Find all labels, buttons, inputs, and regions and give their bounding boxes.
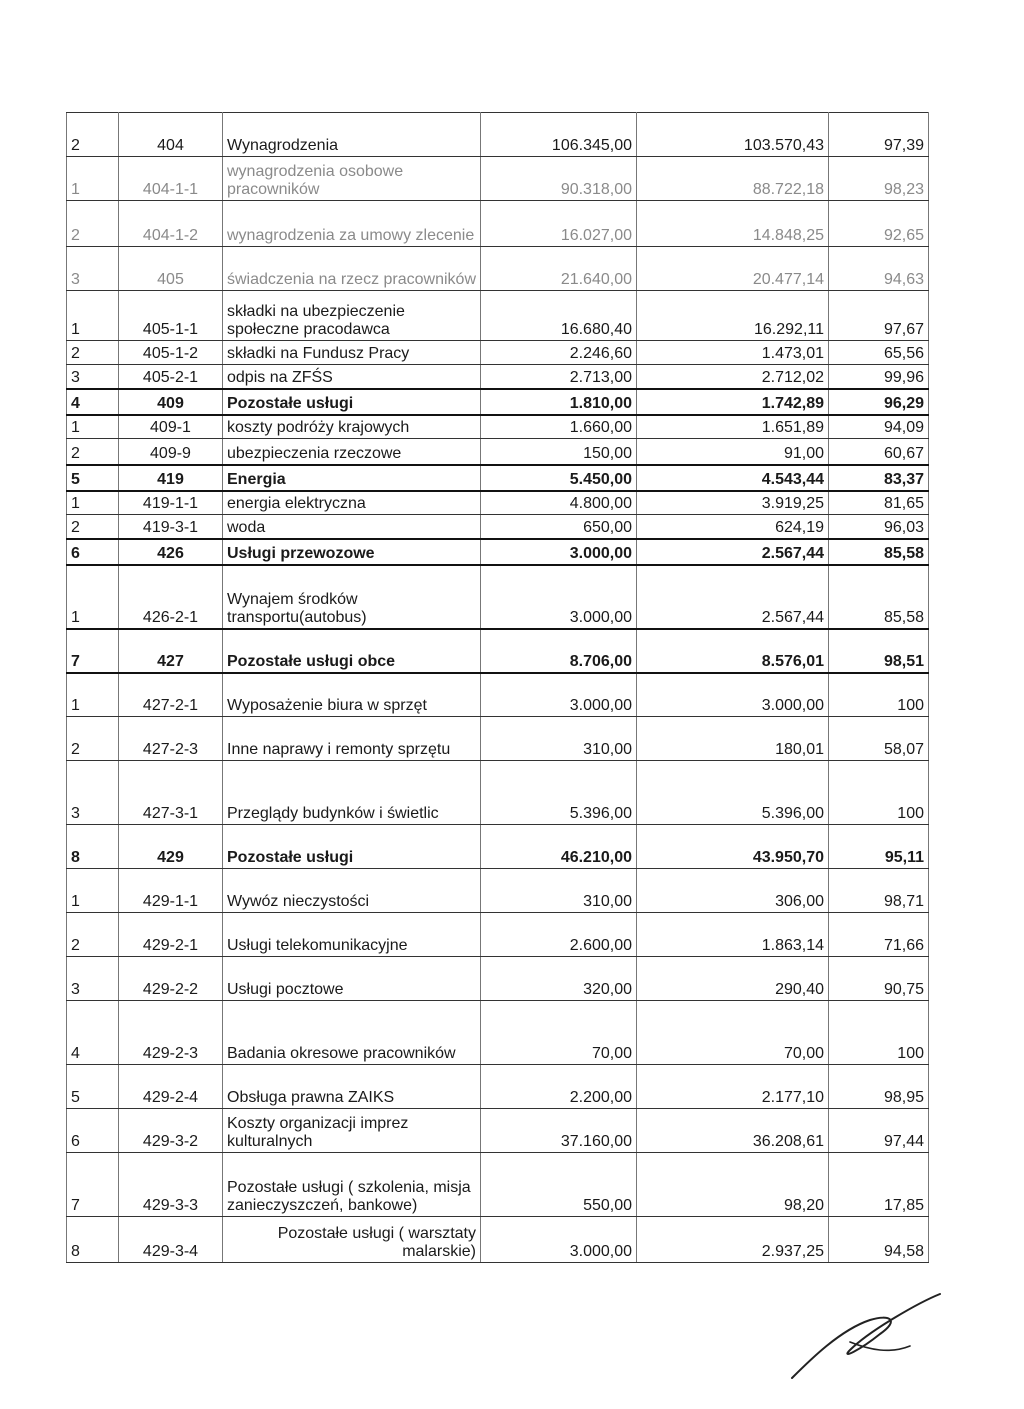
row-number-cell: 2 (67, 717, 119, 761)
table-row (67, 539, 929, 565)
table-row (67, 157, 929, 201)
execution-amount-cell: 5.396,00 (637, 761, 829, 825)
row-number-cell: 4 (67, 1001, 119, 1065)
execution-amount-cell: 2.937,25 (637, 1217, 829, 1263)
row-number-cell: 2 (67, 113, 119, 157)
execution-amount-cell: 103.570,43 (637, 113, 829, 157)
percent-cell: 98,71 (829, 869, 929, 913)
classification-code-cell: 409-1 (119, 415, 223, 439)
execution-amount-cell: 2.712,02 (637, 365, 829, 389)
classification-code-cell: 419-1-1 (119, 491, 223, 515)
row-number-cell: 1 (67, 291, 119, 341)
execution-amount-cell: 98,20 (637, 1153, 829, 1217)
percent-cell: 92,65 (829, 201, 929, 247)
execution-amount-cell: 1.473,01 (637, 341, 829, 365)
description-cell: Wywóz nieczystości (223, 869, 481, 913)
percent-cell: 96,29 (829, 389, 929, 415)
classification-code-cell: 426 (119, 539, 223, 565)
description-cell: odpis na ZFŚS (223, 365, 481, 389)
description-cell: Usługi przewozowe (223, 539, 481, 565)
row-number-cell: 3 (67, 957, 119, 1001)
execution-amount-cell: 4.543,44 (637, 465, 829, 491)
plan-amount-cell: 650,00 (481, 515, 637, 539)
description-cell: ubezpieczenia rzeczowe (223, 439, 481, 465)
table-row (67, 957, 929, 1001)
table-row (67, 1153, 929, 1217)
classification-code-cell: 429-2-3 (119, 1001, 223, 1065)
description-cell: Obsługa prawna ZAIKS (223, 1065, 481, 1109)
table-row (67, 491, 929, 515)
execution-amount-cell: 306,00 (637, 869, 829, 913)
percent-cell: 94,58 (829, 1217, 929, 1263)
description-cell: wynagrodzenia osobowe pracowników (223, 157, 481, 201)
percent-cell: 99,96 (829, 365, 929, 389)
plan-amount-cell: 46.210,00 (481, 825, 637, 869)
description-cell: Koszty organizacji imprez kulturalnych (223, 1109, 481, 1153)
execution-amount-cell: 70,00 (637, 1001, 829, 1065)
execution-amount-cell: 20.477,14 (637, 247, 829, 291)
classification-code-cell: 409 (119, 389, 223, 415)
row-number-cell: 6 (67, 1109, 119, 1153)
description-cell: Pozostałe usługi obce (223, 629, 481, 673)
percent-cell: 94,09 (829, 415, 929, 439)
row-number-cell: 6 (67, 539, 119, 565)
table-row (67, 113, 929, 157)
plan-amount-cell: 3.000,00 (481, 673, 637, 717)
percent-cell: 81,65 (829, 491, 929, 515)
classification-code-cell: 429-3-2 (119, 1109, 223, 1153)
percent-cell: 97,67 (829, 291, 929, 341)
table-row (67, 717, 929, 761)
percent-cell: 85,58 (829, 565, 929, 629)
execution-amount-cell: 2.567,44 (637, 539, 829, 565)
classification-code-cell: 429-2-1 (119, 913, 223, 957)
handwritten-signature (780, 1290, 950, 1390)
percent-cell: 96,03 (829, 515, 929, 539)
percent-cell: 85,58 (829, 539, 929, 565)
description-cell: Wynagrodzenia (223, 113, 481, 157)
classification-code-cell: 429-2-2 (119, 957, 223, 1001)
row-number-cell: 8 (67, 1217, 119, 1263)
classification-code-cell: 419-3-1 (119, 515, 223, 539)
percent-cell: 90,75 (829, 957, 929, 1001)
execution-amount-cell: 8.576,01 (637, 629, 829, 673)
percent-cell: 94,63 (829, 247, 929, 291)
percent-cell: 95,11 (829, 825, 929, 869)
execution-amount-cell: 624,19 (637, 515, 829, 539)
table-row (67, 247, 929, 291)
plan-amount-cell: 2.246,60 (481, 341, 637, 365)
row-number-cell: 1 (67, 415, 119, 439)
description-cell: składki na ubezpieczenie społeczne pracodawca (223, 291, 481, 341)
budget-execution-table (66, 112, 929, 1263)
classification-code-cell: 404-1-2 (119, 201, 223, 247)
description-cell: Wynajem środków transportu(autobus) (223, 565, 481, 629)
table-row (67, 341, 929, 365)
execution-amount-cell: 2.177,10 (637, 1065, 829, 1109)
percent-cell: 83,37 (829, 465, 929, 491)
percent-cell: 97,39 (829, 113, 929, 157)
plan-amount-cell: 310,00 (481, 717, 637, 761)
plan-amount-cell: 21.640,00 (481, 247, 637, 291)
percent-cell: 100 (829, 673, 929, 717)
execution-amount-cell: 180,01 (637, 717, 829, 761)
classification-code-cell: 426-2-1 (119, 565, 223, 629)
plan-amount-cell: 150,00 (481, 439, 637, 465)
table-row (67, 439, 929, 465)
description-cell: Wyposażenie biura w sprzęt (223, 673, 481, 717)
plan-amount-cell: 3.000,00 (481, 539, 637, 565)
row-number-cell: 4 (67, 389, 119, 415)
row-number-cell: 1 (67, 157, 119, 201)
plan-amount-cell: 3.000,00 (481, 1217, 637, 1263)
execution-amount-cell: 1.651,89 (637, 415, 829, 439)
classification-code-cell: 427-2-1 (119, 673, 223, 717)
row-number-cell: 8 (67, 825, 119, 869)
table-row (67, 389, 929, 415)
row-number-cell: 2 (67, 913, 119, 957)
description-cell: Inne naprawy i remonty sprzętu (223, 717, 481, 761)
percent-cell: 97,44 (829, 1109, 929, 1153)
table-row (67, 515, 929, 539)
row-number-cell: 5 (67, 1065, 119, 1109)
table-row (67, 913, 929, 957)
description-cell: Energia (223, 465, 481, 491)
classification-code-cell: 429-3-3 (119, 1153, 223, 1217)
row-number-cell: 2 (67, 341, 119, 365)
execution-amount-cell: 14.848,25 (637, 201, 829, 247)
description-cell: składki na Fundusz Pracy (223, 341, 481, 365)
classification-code-cell: 405-1-1 (119, 291, 223, 341)
plan-amount-cell: 5.396,00 (481, 761, 637, 825)
plan-amount-cell: 2.600,00 (481, 913, 637, 957)
execution-amount-cell: 36.208,61 (637, 1109, 829, 1153)
plan-amount-cell: 5.450,00 (481, 465, 637, 491)
execution-amount-cell: 1.863,14 (637, 913, 829, 957)
percent-cell: 65,56 (829, 341, 929, 365)
percent-cell: 58,07 (829, 717, 929, 761)
description-cell: koszty podróży krajowych (223, 415, 481, 439)
description-cell: Badania okresowe pracowników (223, 1001, 481, 1065)
description-cell: Pozostałe usługi ( szkolenia, misja zanieczyszczeń, bankowe) (223, 1153, 481, 1217)
description-cell: wynagrodzenia za umowy zlecenie (223, 201, 481, 247)
classification-code-cell: 405-1-2 (119, 341, 223, 365)
plan-amount-cell: 37.160,00 (481, 1109, 637, 1153)
execution-amount-cell: 91,00 (637, 439, 829, 465)
table-row (67, 1217, 929, 1263)
plan-amount-cell: 106.345,00 (481, 113, 637, 157)
percent-cell: 98,23 (829, 157, 929, 201)
table-row (67, 1001, 929, 1065)
execution-amount-cell: 290,40 (637, 957, 829, 1001)
row-number-cell: 2 (67, 439, 119, 465)
plan-amount-cell: 90.318,00 (481, 157, 637, 201)
table-row (67, 291, 929, 341)
table-row (67, 869, 929, 913)
table-row (67, 415, 929, 439)
description-cell: Pozostałe usługi (223, 825, 481, 869)
classification-code-cell: 404 (119, 113, 223, 157)
percent-cell: 17,85 (829, 1153, 929, 1217)
classification-code-cell: 427-3-1 (119, 761, 223, 825)
classification-code-cell: 419 (119, 465, 223, 491)
execution-amount-cell: 16.292,11 (637, 291, 829, 341)
plan-amount-cell: 8.706,00 (481, 629, 637, 673)
row-number-cell: 5 (67, 465, 119, 491)
row-number-cell: 3 (67, 365, 119, 389)
execution-amount-cell: 88.722,18 (637, 157, 829, 201)
plan-amount-cell: 320,00 (481, 957, 637, 1001)
table-row (67, 629, 929, 673)
plan-amount-cell: 2.200,00 (481, 1065, 637, 1109)
classification-code-cell: 429-1-1 (119, 869, 223, 913)
description-cell: Pozostałe usługi ( warsztaty malarskie) (223, 1217, 481, 1263)
classification-code-cell: 427 (119, 629, 223, 673)
percent-cell: 100 (829, 1001, 929, 1065)
table-row (67, 201, 929, 247)
plan-amount-cell: 1.660,00 (481, 415, 637, 439)
classification-code-cell: 429 (119, 825, 223, 869)
plan-amount-cell: 16.027,00 (481, 201, 637, 247)
row-number-cell: 7 (67, 629, 119, 673)
table-row (67, 465, 929, 491)
plan-amount-cell: 1.810,00 (481, 389, 637, 415)
classification-code-cell: 405-2-1 (119, 365, 223, 389)
plan-amount-cell: 4.800,00 (481, 491, 637, 515)
row-number-cell: 7 (67, 1153, 119, 1217)
row-number-cell: 2 (67, 515, 119, 539)
table-row (67, 565, 929, 629)
classification-code-cell: 427-2-3 (119, 717, 223, 761)
classification-code-cell: 429-2-4 (119, 1065, 223, 1109)
classification-code-cell: 409-9 (119, 439, 223, 465)
plan-amount-cell: 16.680,40 (481, 291, 637, 341)
row-number-cell: 2 (67, 201, 119, 247)
description-cell: Pozostałe usługi (223, 389, 481, 415)
plan-amount-cell: 2.713,00 (481, 365, 637, 389)
plan-amount-cell: 550,00 (481, 1153, 637, 1217)
percent-cell: 60,67 (829, 439, 929, 465)
classification-code-cell: 405 (119, 247, 223, 291)
row-number-cell: 3 (67, 247, 119, 291)
table-row (67, 825, 929, 869)
description-cell: świadczenia na rzecz pracowników (223, 247, 481, 291)
row-number-cell: 1 (67, 869, 119, 913)
percent-cell: 100 (829, 761, 929, 825)
description-cell: Przeglądy budynków i świetlic (223, 761, 481, 825)
row-number-cell: 1 (67, 673, 119, 717)
description-cell: Usługi pocztowe (223, 957, 481, 1001)
description-cell: woda (223, 515, 481, 539)
plan-amount-cell: 70,00 (481, 1001, 637, 1065)
plan-amount-cell: 3.000,00 (481, 565, 637, 629)
execution-amount-cell: 3.000,00 (637, 673, 829, 717)
percent-cell: 98,95 (829, 1065, 929, 1109)
classification-code-cell: 404-1-1 (119, 157, 223, 201)
execution-amount-cell: 1.742,89 (637, 389, 829, 415)
classification-code-cell: 429-3-4 (119, 1217, 223, 1263)
description-cell: Usługi telekomunikacyjne (223, 913, 481, 957)
execution-amount-cell: 2.567,44 (637, 565, 829, 629)
table-row (67, 1065, 929, 1109)
percent-cell: 98,51 (829, 629, 929, 673)
execution-amount-cell: 3.919,25 (637, 491, 829, 515)
table-row (67, 1109, 929, 1153)
table-row (67, 761, 929, 825)
row-number-cell: 3 (67, 761, 119, 825)
table-row (67, 365, 929, 389)
percent-cell: 71,66 (829, 913, 929, 957)
execution-amount-cell: 43.950,70 (637, 825, 829, 869)
description-cell: energia elektryczna (223, 491, 481, 515)
row-number-cell: 1 (67, 491, 119, 515)
plan-amount-cell: 310,00 (481, 869, 637, 913)
table-row (67, 673, 929, 717)
table-body (67, 113, 929, 1263)
row-number-cell: 1 (67, 565, 119, 629)
